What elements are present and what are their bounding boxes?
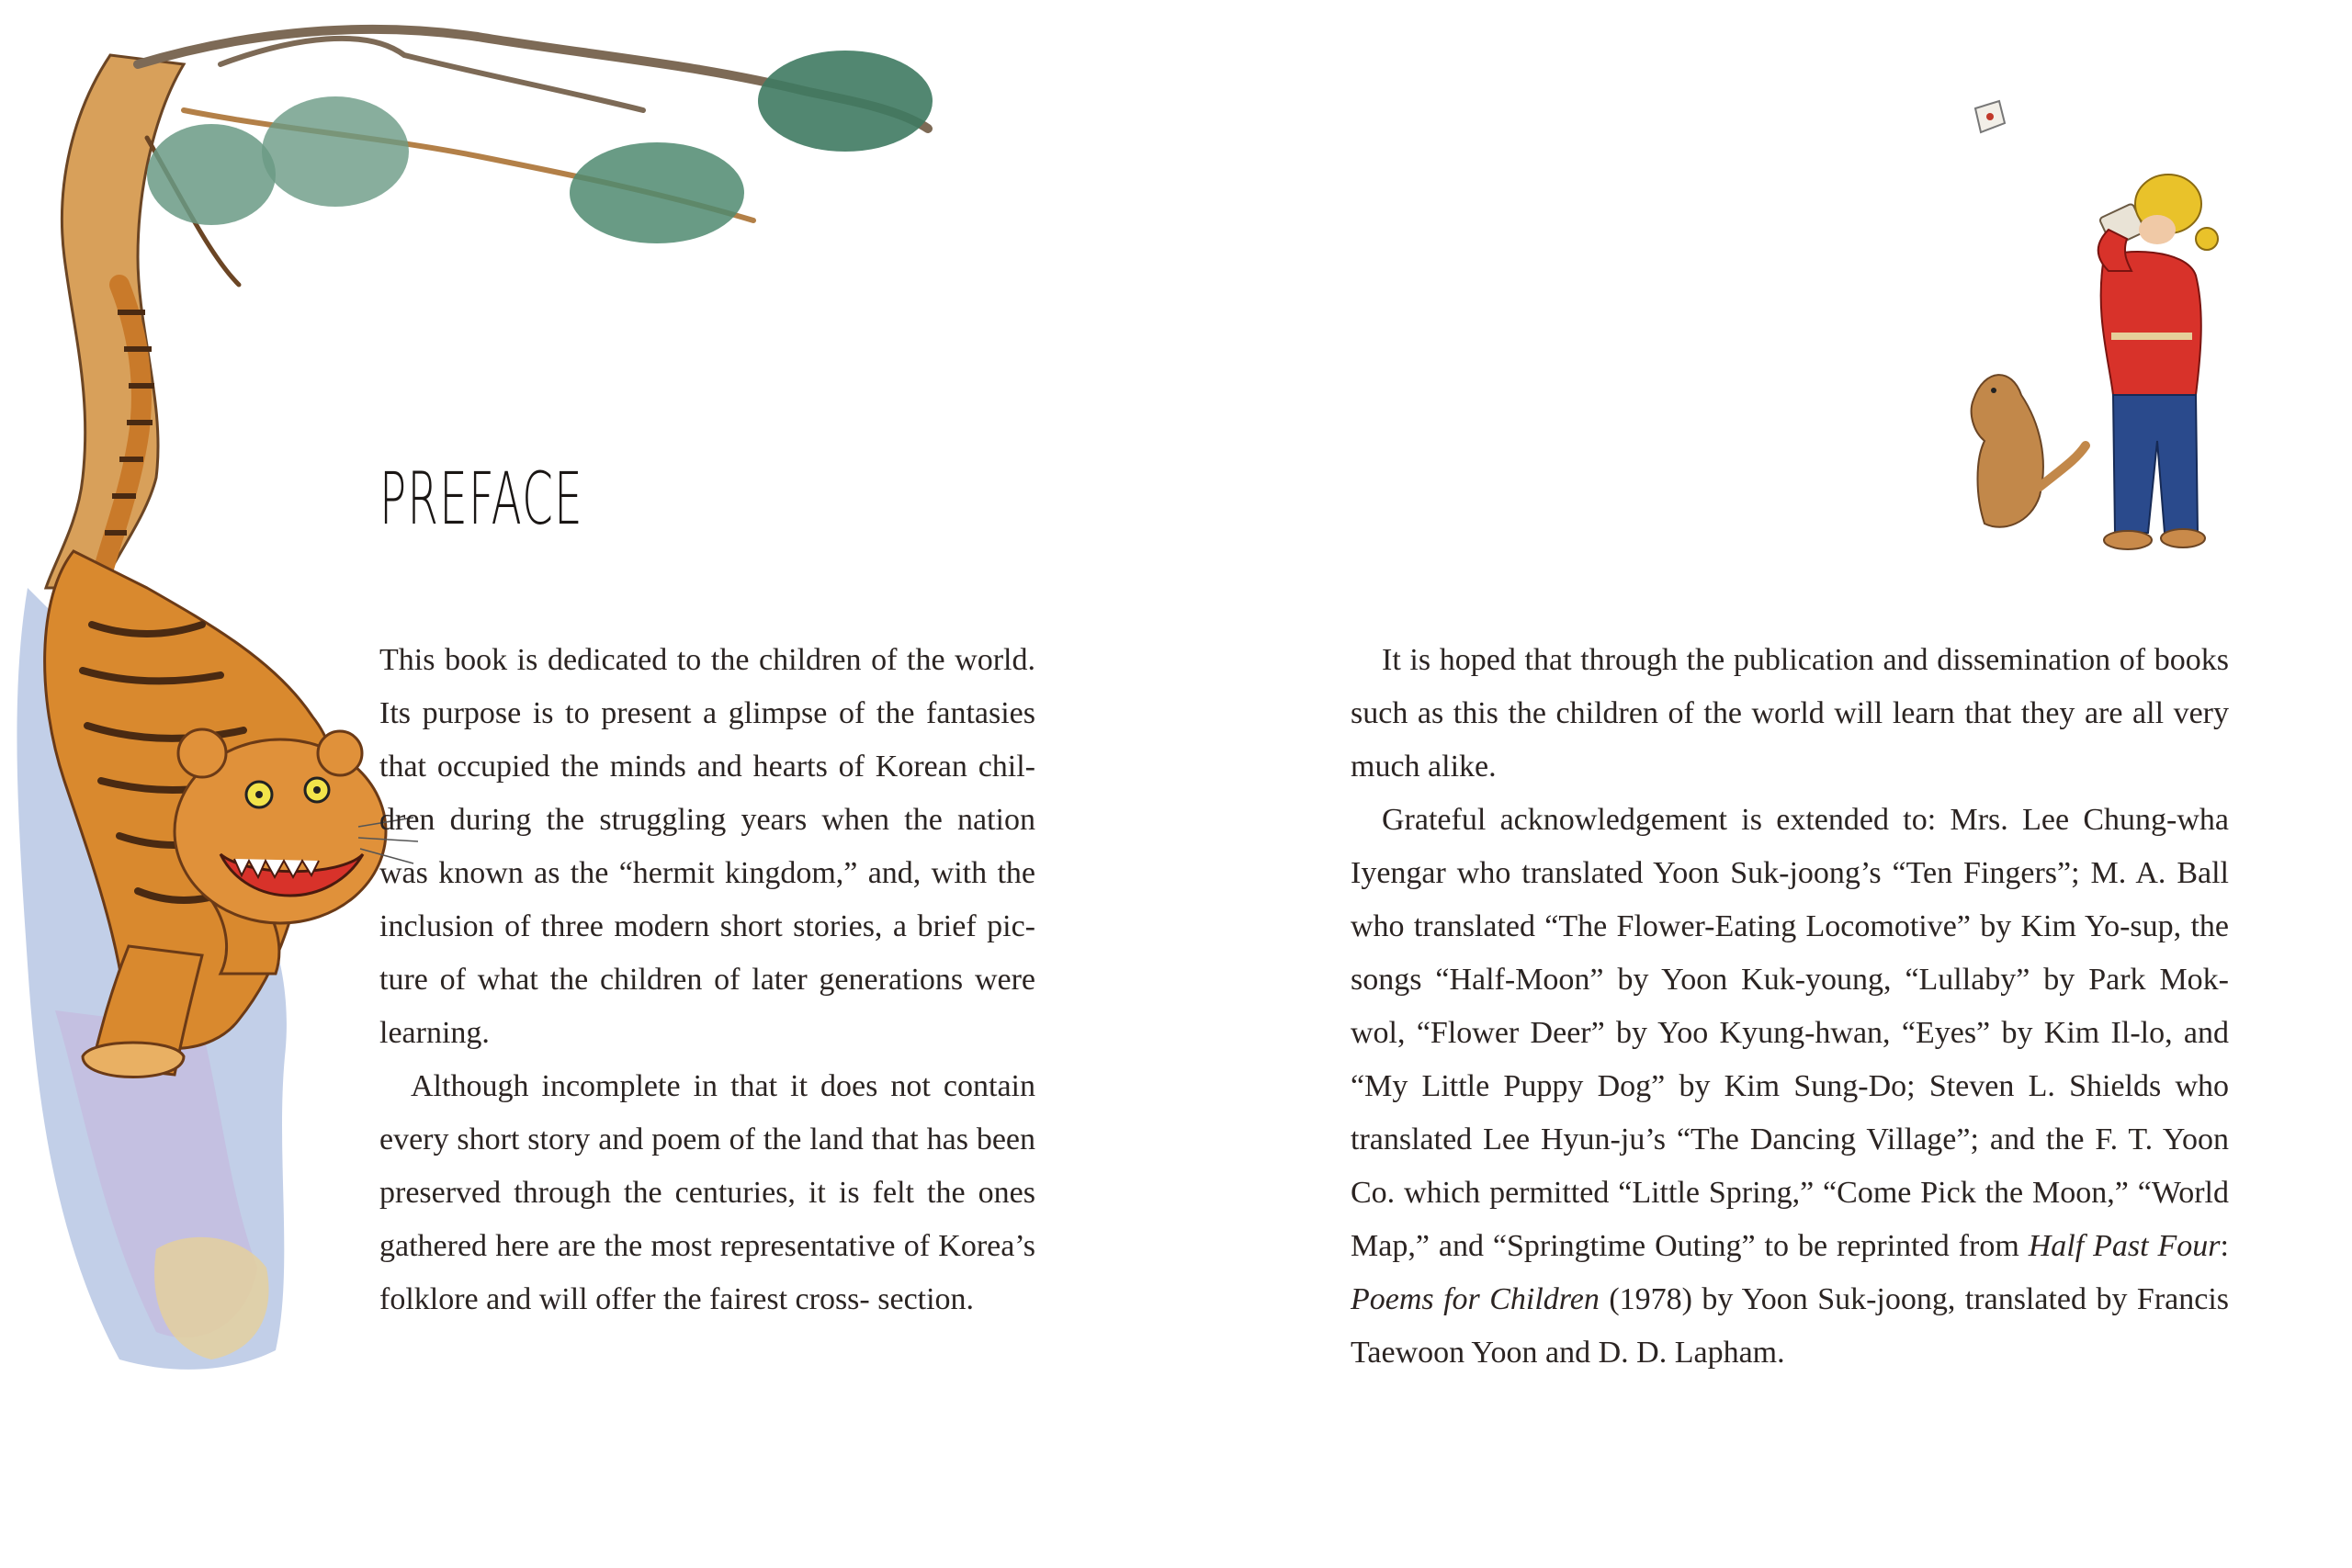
paragraph (1351, 794, 2229, 1380)
paragraph: It is hoped that through the publication and dissemination of books such as this the children of the world will learn that they are all very much alike. (1351, 643, 2229, 784)
hat-pompom (2196, 228, 2218, 250)
child-pants (2113, 395, 2198, 533)
left-column (379, 634, 1035, 1326)
colon: : (2220, 1229, 2229, 1263)
coat-belt (2111, 333, 2192, 340)
tiger-ear-left (178, 729, 226, 777)
child-shoe-right (2161, 529, 2205, 547)
page-title: PREFACE (379, 458, 583, 541)
pine-needles-3 (570, 142, 744, 243)
paragraph: This book is dedicated to the children of the world. Its purpose is to present a glimpse of the fantasies that occupied the minds and hearts of Korean chil- dren during the struggling years when the nation was known as the “hermit kingdom,” and, with the inclusion of three modern short stories, a brief pic- ture of what the children of later generations were learning. (379, 643, 1035, 1050)
right-column (1351, 634, 2229, 1380)
tiger-ear-right (318, 731, 362, 775)
book-title-italic: Half Past Four (2028, 1229, 2221, 1263)
dog-tail (2040, 446, 2086, 487)
acknowledgement-text-end: (1978) by Yoon Suk-joong, translated by Francis Taewoon Yoon and D. D. Lapham. (1351, 1282, 2229, 1370)
pine-needles-1 (147, 124, 276, 225)
child-shoe-left (2104, 531, 2152, 549)
book-subtitle-italic: Poems for Children (1351, 1282, 1600, 1316)
child-kite-illustration (1948, 92, 2223, 570)
tiger-paw (83, 1043, 184, 1077)
pine-needles-2 (262, 96, 409, 207)
acknowledgement-text: Grateful acknowledgement is extended to: Mrs. Lee Chung-wha Iyengar who translated Yoon Suk-joong’s “Ten Fingers”; M. A. Ball who translated “The Flower-Eating Locomotive” by Kim Yo-sup, the songs “Half-Moon” by Yoon Kuk-young, “Lullaby” by Park Mok- wol, “Flower Deer” by Yoo Kyung-hwan, “Eyes” by Kim Il-lo, and “My Little Puppy Dog” by Kim Sung-Do; Steven L. Shields who translated Lee Hyun-ju’s “The Dancing Village”; and the F. T. Yoon Co. which permitted “Little Spring,” “Come Pick the Moon,” “World Map,” and “Springtime Outing” to be reprinted from (1351, 803, 2229, 1263)
pine-needles-4 (758, 51, 933, 152)
dog (1972, 375, 2043, 527)
paragraph: Although incomplete in that it does not contain every short story and poem of the land that has been preserved through the centuries, it is felt the ones gathered here are the most representative of Korea’s folklore and will offer the fairest cross- section. (379, 1069, 1035, 1316)
child-coat (2101, 252, 2201, 395)
